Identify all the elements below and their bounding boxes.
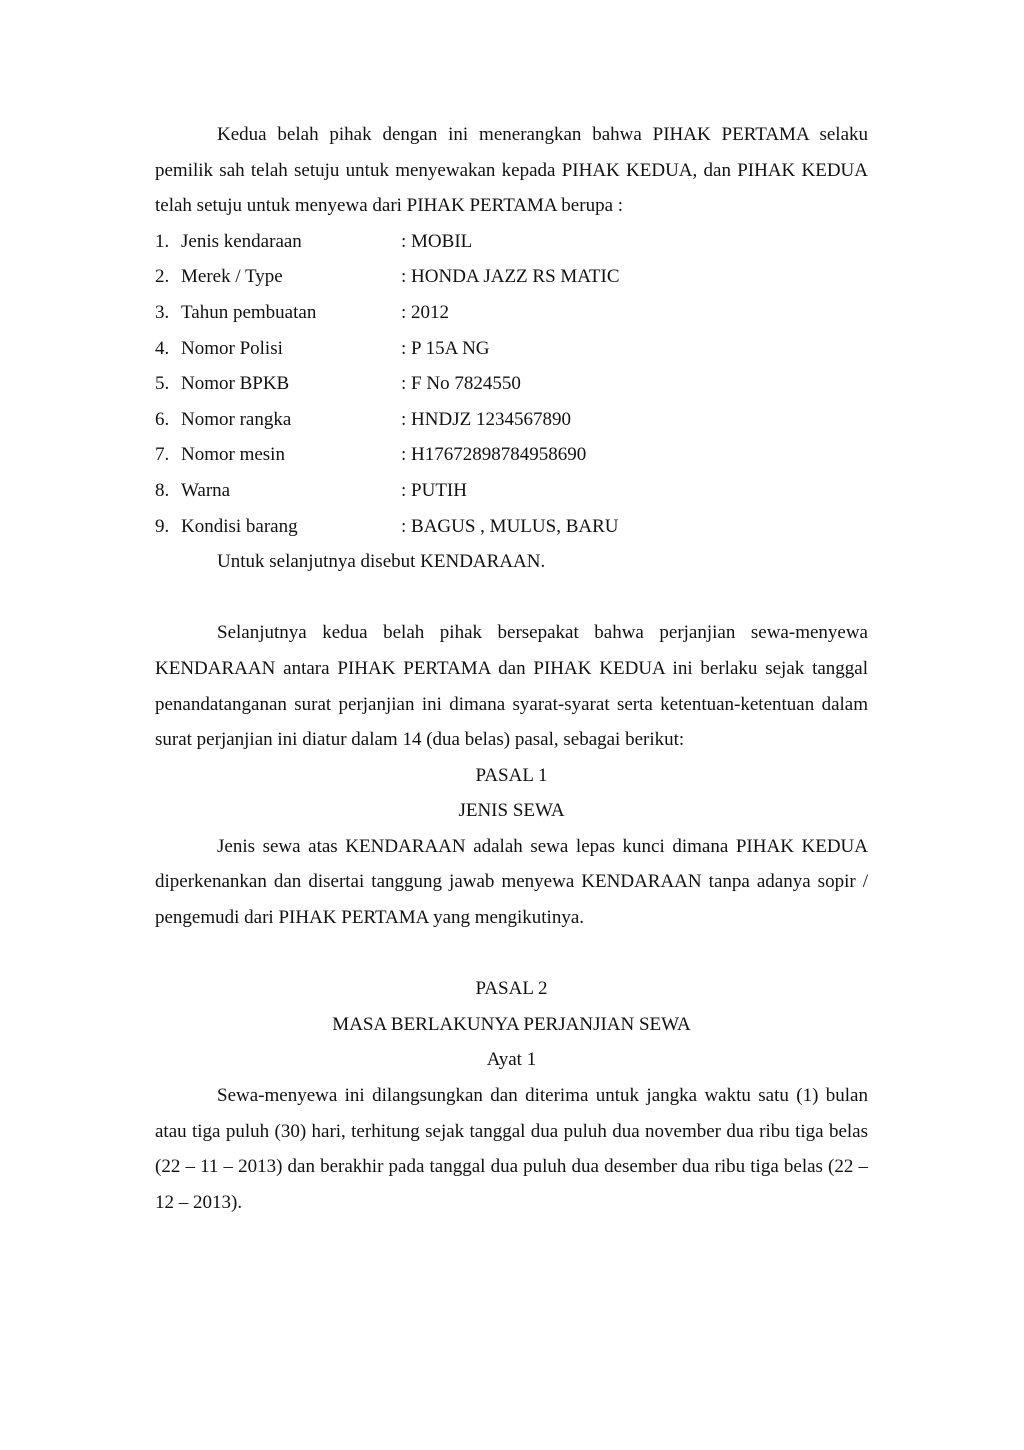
- pasal-2-number: PASAL 2: [475, 978, 548, 1000]
- list-item-value: : PUTIH: [401, 479, 467, 501]
- list-item-number: 2.: [155, 266, 170, 288]
- pasal-2-title: MASA BERLAKUNYA PERJANJIAN SEWA: [332, 1013, 691, 1035]
- list-item-value: : H17672898784958690: [401, 444, 587, 466]
- list-item-label: Merek / Type: [181, 266, 283, 288]
- list-item-number: 5.: [155, 373, 170, 395]
- list-item-label: Nomor Polisi: [181, 337, 283, 359]
- list-item-label: Nomor BPKB: [181, 373, 290, 395]
- list-item-value: : BAGUS , MULUS, BARU: [401, 515, 619, 537]
- list-item-value: : HNDJZ 1234567890: [401, 408, 571, 430]
- list-item-label: Nomor rangka: [181, 408, 292, 430]
- list-item-number: 1.: [155, 230, 170, 252]
- list-item-number: 6.: [155, 408, 170, 430]
- list-item-value: : P 15A NG: [401, 337, 490, 359]
- list-item-number: 8.: [155, 479, 170, 501]
- list-item: [155, 295, 868, 331]
- list-item: [155, 259, 868, 295]
- list-item: [155, 402, 868, 438]
- list-item: [155, 224, 868, 260]
- document-page: [155, 117, 868, 1220]
- list-item-label: Tahun pembuatan: [181, 301, 317, 323]
- pasal-1-title: JENIS SEWA: [458, 800, 565, 822]
- list-item-value: : 2012: [401, 301, 450, 323]
- pasal-1-number: PASAL 1: [475, 764, 548, 786]
- list-item: [155, 473, 868, 509]
- list-item: [155, 509, 868, 545]
- vehicle-list: [155, 224, 868, 544]
- list-item-number: 3.: [155, 301, 170, 323]
- list-item: [155, 437, 868, 473]
- spacer: [155, 580, 868, 616]
- pasal-2-ayat: Ayat 1: [486, 1049, 537, 1071]
- list-item: [155, 366, 868, 402]
- list-item-value: : HONDA JAZZ RS MATIC: [401, 266, 620, 288]
- list-item-value: : MOBIL: [401, 230, 473, 252]
- list-item-label: Warna: [181, 479, 231, 501]
- list-item-number: 4.: [155, 337, 170, 359]
- list-item-value: : F No 7824550: [401, 373, 521, 395]
- list-item: [155, 331, 868, 367]
- referred-as-line: Untuk selanjutnya disebut KENDARAAN.: [217, 551, 546, 573]
- list-item-label: Jenis kendaraan: [181, 230, 302, 252]
- list-item-number: 9.: [155, 515, 170, 537]
- pasal-1-text: Jenis sewa atas KENDARAAN adalah sewa lepas kunci dimana PIHAK KEDUA diperkenankan dan disertai tanggung jawab menyewa KENDARAAN tanpa adanya sopir / pengemudi dari PIHAK PERTAMA yang mengikutinya.: [155, 835, 868, 929]
- list-item-label: Nomor mesin: [181, 444, 285, 466]
- list-item-number: 7.: [155, 444, 170, 466]
- spacer: [155, 936, 868, 972]
- agreement-paragraph: Selanjutnya kedua belah pihak bersepakat bahwa perjanjian sewa-menyewa KENDARAAN antara PIHAK PERTAMA dan PIHAK KEDUA ini berlaku sejak tanggal penandatanganan surat perjanjian ini dimana syarat-syarat serta ketentuan-ketentuan dalam surat perjanjian ini diatur dalam 14 (dua belas) pasal, sebagai berikut:: [155, 622, 868, 751]
- list-item-label: Kondisi barang: [181, 515, 298, 537]
- pasal-2-text: Sewa-menyewa ini dilangsungkan dan diterima untuk jangka waktu satu (1) bulan atau tiga puluh (30) hari, terhitung sejak tanggal dua puluh dua november dua ribu tiga belas (22 – 11 – 2013) dan berakhir pada tanggal dua puluh dua desember dua ribu tiga belas (22 – 12 – 2013).: [155, 1085, 868, 1213]
- intro-paragraph: Kedua belah pihak dengan ini menerangkan bahwa PIHAK PERTAMA selaku pemilik sah telah setuju untuk menyewakan kepada PIHAK KEDUA, dan PIHAK KEDUA telah setuju untuk menyewa dari PIHAK PERTAMA berupa :: [155, 124, 868, 217]
